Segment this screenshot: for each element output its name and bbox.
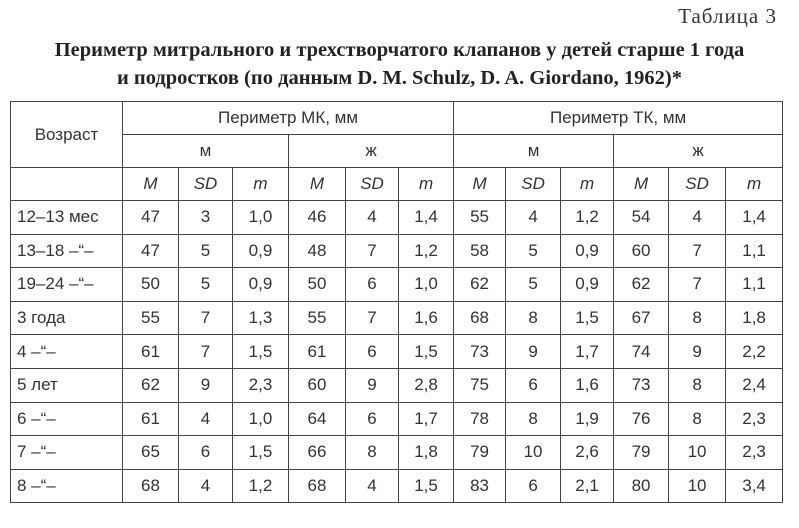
value-cell: 9 xyxy=(346,368,399,402)
value-cell: 9 xyxy=(179,368,233,402)
header-sex: м xyxy=(454,135,614,168)
value-cell: 1,6 xyxy=(561,368,614,402)
value-cell: 61 xyxy=(289,335,346,369)
value-cell: 8 xyxy=(346,436,399,470)
value-cell: 2,2 xyxy=(726,335,783,369)
value-cell: 4 xyxy=(669,201,726,235)
value-cell: 1,5 xyxy=(233,335,289,369)
value-cell: 3,4 xyxy=(726,469,783,503)
age-cell: 3 года xyxy=(11,301,123,335)
table-number: Таблица 3 xyxy=(678,4,777,28)
value-cell: 66 xyxy=(289,436,346,470)
header-stat: SD xyxy=(669,168,726,201)
value-cell: 1,5 xyxy=(233,436,289,470)
value-cell: 6 xyxy=(346,268,399,302)
table-row xyxy=(11,201,783,235)
value-cell: 0,9 xyxy=(233,234,289,268)
header-stat: m xyxy=(399,168,454,201)
value-cell: 78 xyxy=(454,402,506,436)
table-row xyxy=(11,469,783,503)
value-cell: 9 xyxy=(506,335,561,369)
value-cell: 7 xyxy=(346,301,399,335)
header-stat: M xyxy=(123,168,179,201)
value-cell: 6 xyxy=(346,402,399,436)
value-cell: 8 xyxy=(669,301,726,335)
value-cell: 0,9 xyxy=(561,268,614,302)
value-cell: 2,6 xyxy=(561,436,614,470)
value-cell: 7 xyxy=(179,301,233,335)
value-cell: 1,4 xyxy=(726,201,783,235)
header-sex: м xyxy=(123,135,289,168)
value-cell: 60 xyxy=(289,368,346,402)
value-cell: 1,6 xyxy=(399,301,454,335)
value-cell: 79 xyxy=(454,436,506,470)
value-cell: 50 xyxy=(123,268,179,302)
header-stat: SD xyxy=(346,168,399,201)
value-cell: 73 xyxy=(614,368,669,402)
age-cell: 13–18 –“– xyxy=(11,234,123,268)
value-cell: 68 xyxy=(123,469,179,503)
age-cell: 5 лет xyxy=(11,368,123,402)
age-cell: 4 –“– xyxy=(11,335,123,369)
value-cell: 8 xyxy=(669,402,726,436)
value-cell: 10 xyxy=(669,436,726,470)
value-cell: 1,5 xyxy=(399,469,454,503)
value-cell: 73 xyxy=(454,335,506,369)
value-cell: 47 xyxy=(123,234,179,268)
header-age: Возраст xyxy=(11,102,123,168)
header-stat: m xyxy=(726,168,783,201)
value-cell: 1,2 xyxy=(233,469,289,503)
value-cell: 80 xyxy=(614,469,669,503)
value-cell: 58 xyxy=(454,234,506,268)
value-cell: 1,0 xyxy=(399,268,454,302)
value-cell: 60 xyxy=(614,234,669,268)
value-cell: 46 xyxy=(289,201,346,235)
value-cell: 5 xyxy=(179,268,233,302)
value-cell: 76 xyxy=(614,402,669,436)
value-cell: 7 xyxy=(346,234,399,268)
value-cell: 50 xyxy=(289,268,346,302)
header-tk: Периметр ТК, мм xyxy=(454,102,783,135)
value-cell: 1,9 xyxy=(561,402,614,436)
header-empty xyxy=(11,168,123,201)
value-cell: 75 xyxy=(454,368,506,402)
value-cell: 10 xyxy=(669,469,726,503)
value-cell: 2,3 xyxy=(233,368,289,402)
header-stat: M xyxy=(289,168,346,201)
value-cell: 1,0 xyxy=(233,402,289,436)
value-cell: 1,1 xyxy=(726,234,783,268)
header-sex: ж xyxy=(289,135,454,168)
header-stat: M xyxy=(454,168,506,201)
age-cell: 7 –“– xyxy=(11,436,123,470)
value-cell: 2,4 xyxy=(726,368,783,402)
value-cell: 8 xyxy=(506,301,561,335)
value-cell: 55 xyxy=(289,301,346,335)
table-row xyxy=(11,368,783,402)
value-cell: 4 xyxy=(179,402,233,436)
value-cell: 1,5 xyxy=(399,335,454,369)
table-row xyxy=(11,234,783,268)
value-cell: 47 xyxy=(123,201,179,235)
value-cell: 1,2 xyxy=(561,201,614,235)
header-mk: Периметр МК, мм xyxy=(123,102,454,135)
value-cell: 6 xyxy=(179,436,233,470)
age-cell: 12–13 мес xyxy=(11,201,123,235)
value-cell: 6 xyxy=(506,469,561,503)
table-title xyxy=(0,36,799,92)
value-cell: 5 xyxy=(506,234,561,268)
value-cell: 3 xyxy=(179,201,233,235)
value-cell: 64 xyxy=(289,402,346,436)
header-stat: SD xyxy=(179,168,233,201)
value-cell: 48 xyxy=(289,234,346,268)
value-cell: 1,3 xyxy=(233,301,289,335)
value-cell: 5 xyxy=(506,268,561,302)
value-cell: 6 xyxy=(346,335,399,369)
value-cell: 10 xyxy=(506,436,561,470)
value-cell: 61 xyxy=(123,335,179,369)
value-cell: 2,8 xyxy=(399,368,454,402)
value-cell: 4 xyxy=(346,201,399,235)
value-cell: 79 xyxy=(614,436,669,470)
value-cell: 1,5 xyxy=(561,301,614,335)
value-cell: 1,0 xyxy=(233,201,289,235)
value-cell: 1,7 xyxy=(561,335,614,369)
value-cell: 6 xyxy=(506,368,561,402)
value-cell: 9 xyxy=(669,335,726,369)
value-cell: 62 xyxy=(454,268,506,302)
header-stat: m xyxy=(233,168,289,201)
table-row xyxy=(11,436,783,470)
value-cell: 4 xyxy=(506,201,561,235)
value-cell: 4 xyxy=(346,469,399,503)
table-row xyxy=(11,402,783,436)
value-cell: 62 xyxy=(614,268,669,302)
value-cell: 1,1 xyxy=(726,268,783,302)
header-stat: SD xyxy=(506,168,561,201)
header-stat: m xyxy=(561,168,614,201)
value-cell: 1,8 xyxy=(726,301,783,335)
value-cell: 68 xyxy=(289,469,346,503)
table-row xyxy=(11,335,783,369)
title-line-2: и подростков (по данным D. M. Schulz, D. A. Giordano, 1962)* xyxy=(116,67,683,89)
value-cell: 1,2 xyxy=(399,234,454,268)
table-row xyxy=(11,268,783,302)
value-cell: 55 xyxy=(123,301,179,335)
value-cell: 1,8 xyxy=(399,436,454,470)
age-cell: 19–24 –“– xyxy=(11,268,123,302)
value-cell: 83 xyxy=(454,469,506,503)
value-cell: 55 xyxy=(454,201,506,235)
age-cell: 8 –“– xyxy=(11,469,123,503)
value-cell: 8 xyxy=(669,368,726,402)
header-sex: ж xyxy=(614,135,783,168)
value-cell: 7 xyxy=(669,268,726,302)
value-cell: 5 xyxy=(179,234,233,268)
value-cell: 74 xyxy=(614,335,669,369)
valve-perimeter-table xyxy=(10,101,783,503)
value-cell: 54 xyxy=(614,201,669,235)
value-cell: 7 xyxy=(669,234,726,268)
value-cell: 61 xyxy=(123,402,179,436)
title-line-1: Периметр митрального и трехстворчатого клапанов у детей старше 1 года xyxy=(54,39,745,61)
value-cell: 0,9 xyxy=(561,234,614,268)
value-cell: 1,7 xyxy=(399,402,454,436)
table-row xyxy=(11,301,783,335)
value-cell: 2,1 xyxy=(561,469,614,503)
value-cell: 62 xyxy=(123,368,179,402)
value-cell: 0,9 xyxy=(233,268,289,302)
value-cell: 68 xyxy=(454,301,506,335)
value-cell: 67 xyxy=(614,301,669,335)
value-cell: 2,3 xyxy=(726,402,783,436)
age-cell: 6 –“– xyxy=(11,402,123,436)
value-cell: 65 xyxy=(123,436,179,470)
value-cell: 8 xyxy=(506,402,561,436)
value-cell: 2,3 xyxy=(726,436,783,470)
value-cell: 1,4 xyxy=(399,201,454,235)
header-stat: M xyxy=(614,168,669,201)
value-cell: 4 xyxy=(179,469,233,503)
value-cell: 7 xyxy=(179,335,233,369)
